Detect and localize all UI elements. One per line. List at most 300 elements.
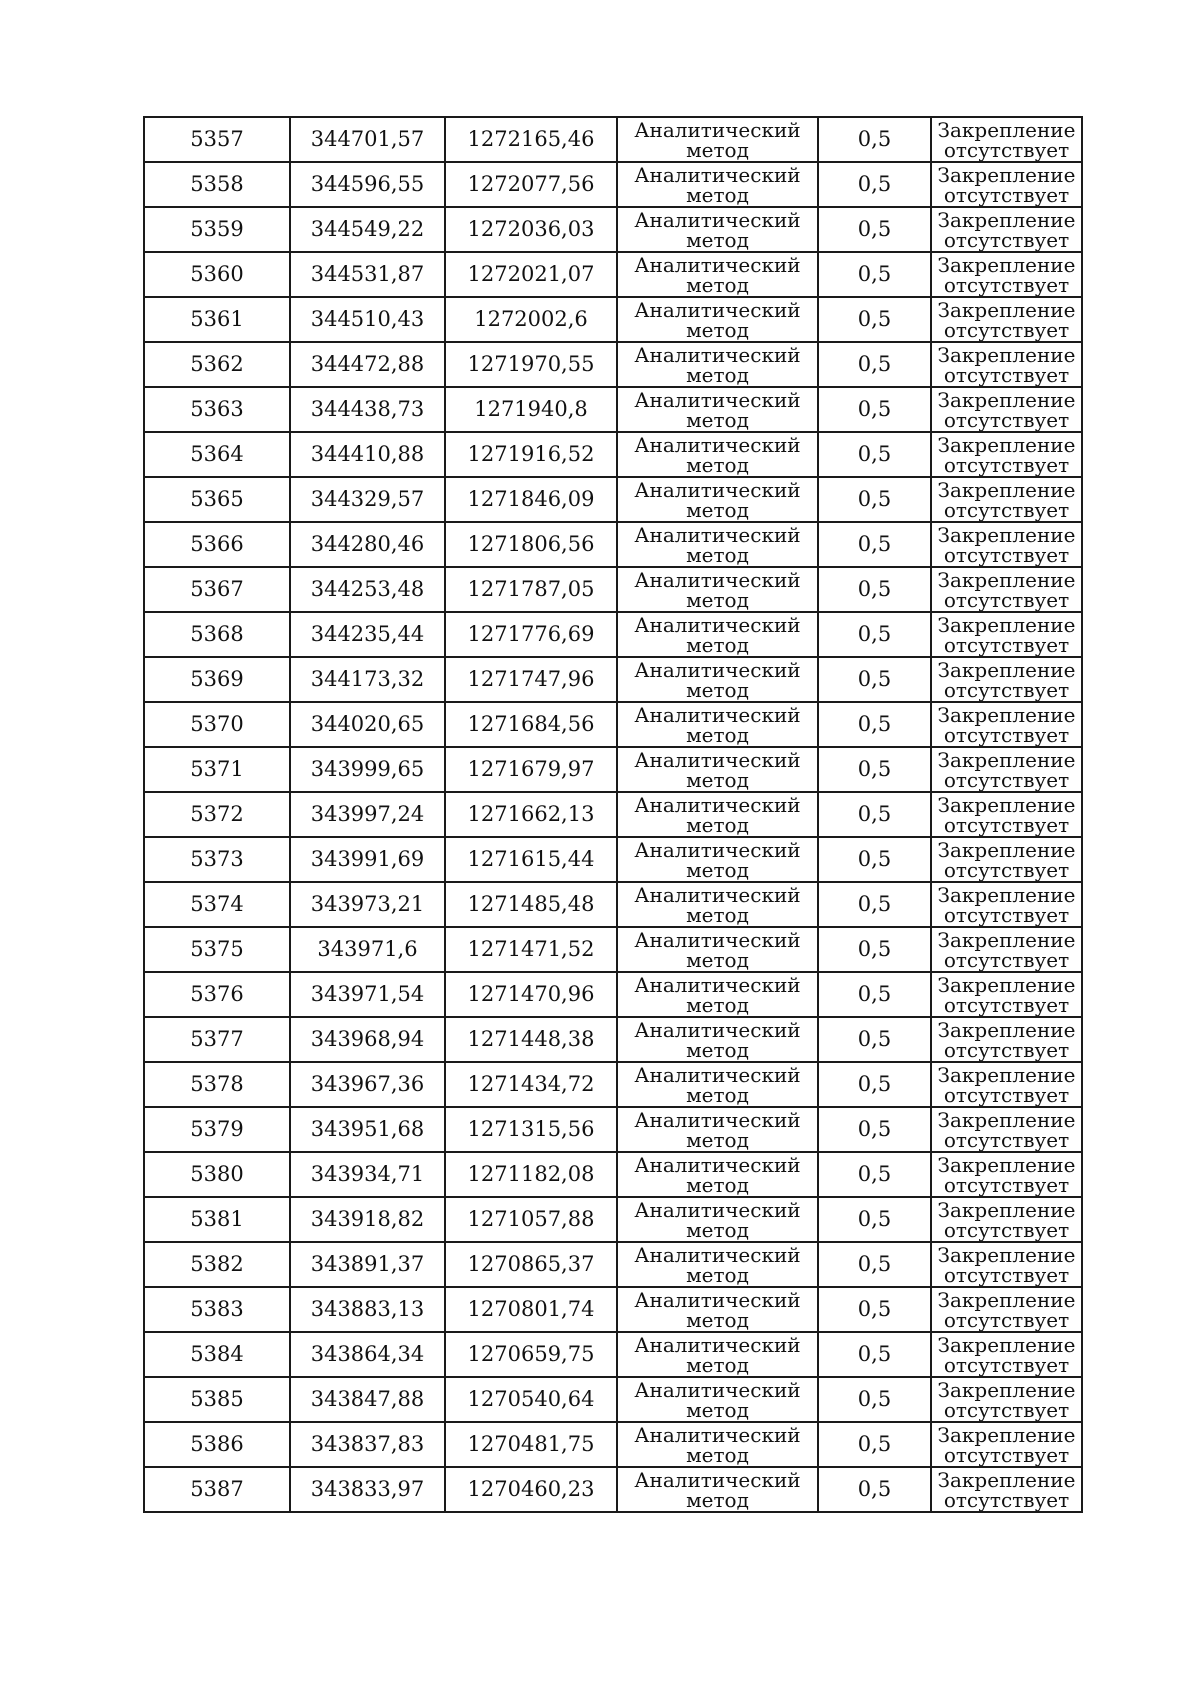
coordinate-y-cell: 1271182,08 bbox=[445, 1152, 617, 1197]
fixation-text-line: Закрепление bbox=[937, 162, 1076, 187]
point-number-cell: 5368 bbox=[144, 612, 290, 657]
fixation-text-line: Закрепление bbox=[937, 1152, 1076, 1177]
accuracy-cell: 0,5 bbox=[818, 117, 931, 162]
coordinate-x-cell: 344438,73 bbox=[290, 387, 445, 432]
coordinate-x-cell: 343967,36 bbox=[290, 1062, 445, 1107]
coordinate-x-cell: 343918,82 bbox=[290, 1197, 445, 1242]
point-number-cell: 5374 bbox=[144, 882, 290, 927]
fixation-text-line: отсутствует bbox=[943, 1352, 1070, 1377]
table-row bbox=[144, 1107, 1082, 1152]
method-text-line: Аналитический bbox=[634, 1152, 801, 1177]
table-row bbox=[144, 1332, 1082, 1377]
coordinate-y-cell: 1271776,69 bbox=[445, 612, 617, 657]
method-text-line: Аналитический bbox=[634, 702, 801, 727]
coordinate-y-cell: 1271916,52 bbox=[445, 432, 617, 477]
point-number-cell: 5371 bbox=[144, 747, 290, 792]
method-text-line: метод bbox=[686, 452, 749, 477]
coordinate-x-cell: 343833,97 bbox=[290, 1467, 445, 1512]
method-text-line: метод bbox=[686, 677, 749, 702]
fixation-cell bbox=[931, 1287, 1082, 1332]
method-text-line: Аналитический bbox=[634, 972, 801, 997]
coordinate-y-cell: 1271846,09 bbox=[445, 477, 617, 522]
coordinate-x-cell: 343971,6 bbox=[290, 927, 445, 972]
fixation-text-line: отсутствует bbox=[943, 317, 1070, 342]
table-row bbox=[144, 972, 1082, 1017]
method-text-line: Аналитический bbox=[634, 1287, 801, 1312]
method-text-line: Аналитический bbox=[634, 612, 801, 637]
coordinate-x-cell: 343837,83 bbox=[290, 1422, 445, 1467]
method-cell bbox=[617, 342, 818, 387]
coordinate-y-cell: 1271434,72 bbox=[445, 1062, 617, 1107]
fixation-text-line: отсутствует bbox=[943, 1397, 1070, 1422]
fixation-cell bbox=[931, 477, 1082, 522]
coordinate-y-cell: 1271615,44 bbox=[445, 837, 617, 882]
accuracy-cell: 0,5 bbox=[818, 927, 931, 972]
fixation-text-line: отсутствует bbox=[943, 992, 1070, 1017]
point-number-cell: 5377 bbox=[144, 1017, 290, 1062]
fixation-text-line: Закрепление bbox=[937, 297, 1076, 322]
fixation-text-line: Закрепление bbox=[937, 1332, 1076, 1357]
point-number-cell: 5382 bbox=[144, 1242, 290, 1287]
method-cell bbox=[617, 1422, 818, 1467]
fixation-cell bbox=[931, 297, 1082, 342]
point-number-cell: 5379 bbox=[144, 1107, 290, 1152]
method-text-line: метод bbox=[686, 1037, 749, 1062]
accuracy-cell: 0,5 bbox=[818, 1287, 931, 1332]
table-row bbox=[144, 117, 1082, 162]
coordinate-y-cell: 1270659,75 bbox=[445, 1332, 617, 1377]
coordinate-x-cell: 344020,65 bbox=[290, 702, 445, 747]
coordinate-x-cell: 344701,57 bbox=[290, 117, 445, 162]
point-number-cell: 5386 bbox=[144, 1422, 290, 1467]
accuracy-cell: 0,5 bbox=[818, 612, 931, 657]
method-text-line: Аналитический bbox=[634, 252, 801, 277]
accuracy-cell: 0,5 bbox=[818, 1422, 931, 1467]
method-cell bbox=[617, 1107, 818, 1152]
coordinate-y-cell: 1272002,6 bbox=[445, 297, 617, 342]
coordinate-y-cell: 1271470,96 bbox=[445, 972, 617, 1017]
table-row bbox=[144, 792, 1082, 837]
method-text-line: Аналитический bbox=[634, 1107, 801, 1132]
method-cell bbox=[617, 1332, 818, 1377]
point-number-cell: 5383 bbox=[144, 1287, 290, 1332]
fixation-cell bbox=[931, 837, 1082, 882]
fixation-text-line: отсутствует bbox=[943, 542, 1070, 567]
fixation-cell bbox=[931, 972, 1082, 1017]
point-number-cell: 5380 bbox=[144, 1152, 290, 1197]
fixation-text-line: Закрепление bbox=[937, 567, 1076, 592]
fixation-text-line: Закрепление bbox=[937, 882, 1076, 907]
method-text-line: метод bbox=[686, 137, 749, 162]
method-text-line: Аналитический bbox=[634, 837, 801, 862]
method-cell bbox=[617, 927, 818, 972]
fixation-text-line: Закрепление bbox=[937, 837, 1076, 862]
fixation-text-line: отсутствует bbox=[943, 407, 1070, 432]
accuracy-cell: 0,5 bbox=[818, 1332, 931, 1377]
method-text-line: Аналитический bbox=[634, 1017, 801, 1042]
method-text-line: метод bbox=[686, 992, 749, 1017]
method-cell bbox=[617, 1197, 818, 1242]
fixation-text-line: Закрепление bbox=[937, 522, 1076, 547]
fixation-text-line: Закрепление bbox=[937, 342, 1076, 367]
fixation-text-line: отсутствует bbox=[943, 1307, 1070, 1332]
method-cell bbox=[617, 117, 818, 162]
fixation-cell bbox=[931, 1467, 1082, 1512]
fixation-cell bbox=[931, 612, 1082, 657]
method-text-line: Аналитический bbox=[634, 477, 801, 502]
fixation-cell bbox=[931, 927, 1082, 972]
point-number-cell: 5370 bbox=[144, 702, 290, 747]
coordinate-x-cell: 344596,55 bbox=[290, 162, 445, 207]
fixation-cell bbox=[931, 657, 1082, 702]
coordinate-x-cell: 344531,87 bbox=[290, 252, 445, 297]
point-number-cell: 5375 bbox=[144, 927, 290, 972]
accuracy-cell: 0,5 bbox=[818, 1062, 931, 1107]
accuracy-cell: 0,5 bbox=[818, 972, 931, 1017]
coordinate-x-cell: 343883,13 bbox=[290, 1287, 445, 1332]
table-row bbox=[144, 1467, 1082, 1512]
method-text-line: Аналитический bbox=[634, 1197, 801, 1222]
fixation-text-line: отсутствует bbox=[943, 902, 1070, 927]
table-row bbox=[144, 657, 1082, 702]
coordinate-y-cell: 1272165,46 bbox=[445, 117, 617, 162]
method-text-line: метод bbox=[686, 362, 749, 387]
fixation-text-line: Закрепление bbox=[937, 252, 1076, 277]
method-text-line: метод bbox=[686, 1487, 749, 1512]
point-number-cell: 5378 bbox=[144, 1062, 290, 1107]
fixation-text-line: отсутствует bbox=[943, 677, 1070, 702]
table-row bbox=[144, 1152, 1082, 1197]
point-number-cell: 5361 bbox=[144, 297, 290, 342]
method-cell bbox=[617, 1287, 818, 1332]
table-row bbox=[144, 1017, 1082, 1062]
method-cell bbox=[617, 387, 818, 432]
method-text-line: метод bbox=[686, 1397, 749, 1422]
fixation-cell bbox=[931, 702, 1082, 747]
method-text-line: Аналитический bbox=[634, 747, 801, 772]
accuracy-cell: 0,5 bbox=[818, 477, 931, 522]
method-cell bbox=[617, 522, 818, 567]
point-number-cell: 5359 bbox=[144, 207, 290, 252]
method-text-line: метод bbox=[686, 722, 749, 747]
accuracy-cell: 0,5 bbox=[818, 1152, 931, 1197]
table-row bbox=[144, 162, 1082, 207]
fixation-text-line: отсутствует bbox=[943, 857, 1070, 882]
coordinate-y-cell: 1271662,13 bbox=[445, 792, 617, 837]
fixation-text-line: отсутствует bbox=[943, 1262, 1070, 1287]
fixation-text-line: отсутствует bbox=[943, 587, 1070, 612]
table-row bbox=[144, 1287, 1082, 1332]
method-cell bbox=[617, 747, 818, 792]
fixation-text-line: отсутствует bbox=[943, 1037, 1070, 1062]
fixation-cell bbox=[931, 747, 1082, 792]
method-text-line: Аналитический bbox=[634, 882, 801, 907]
method-text-line: метод bbox=[686, 317, 749, 342]
coordinate-y-cell: 1271787,05 bbox=[445, 567, 617, 612]
fixation-cell bbox=[931, 1152, 1082, 1197]
point-number-cell: 5384 bbox=[144, 1332, 290, 1377]
coordinate-x-cell: 344173,32 bbox=[290, 657, 445, 702]
table-row bbox=[144, 522, 1082, 567]
table-row bbox=[144, 1197, 1082, 1242]
accuracy-cell: 0,5 bbox=[818, 252, 931, 297]
accuracy-cell: 0,5 bbox=[818, 1242, 931, 1287]
coordinate-x-cell: 343891,37 bbox=[290, 1242, 445, 1287]
coordinate-y-cell: 1271747,96 bbox=[445, 657, 617, 702]
fixation-text-line: отсутствует bbox=[943, 227, 1070, 252]
fixation-text-line: отсутствует bbox=[943, 452, 1070, 477]
coordinate-x-cell: 343997,24 bbox=[290, 792, 445, 837]
fixation-cell bbox=[931, 792, 1082, 837]
method-text-line: Аналитический bbox=[634, 567, 801, 592]
method-text-line: Аналитический bbox=[634, 522, 801, 547]
accuracy-cell: 0,5 bbox=[818, 342, 931, 387]
method-text-line: Аналитический bbox=[634, 207, 801, 232]
fixation-text-line: отсутствует bbox=[943, 1217, 1070, 1242]
accuracy-cell: 0,5 bbox=[818, 1467, 931, 1512]
table-row bbox=[144, 882, 1082, 927]
method-text-line: метод bbox=[686, 1352, 749, 1377]
point-number-cell: 5363 bbox=[144, 387, 290, 432]
coordinate-y-cell: 1270460,23 bbox=[445, 1467, 617, 1512]
coordinate-y-cell: 1271970,55 bbox=[445, 342, 617, 387]
accuracy-cell: 0,5 bbox=[818, 387, 931, 432]
fixation-text-line: отсутствует bbox=[943, 947, 1070, 972]
point-number-cell: 5376 bbox=[144, 972, 290, 1017]
accuracy-cell: 0,5 bbox=[818, 657, 931, 702]
coordinate-y-cell: 1272036,03 bbox=[445, 207, 617, 252]
point-number-cell: 5365 bbox=[144, 477, 290, 522]
coordinate-x-cell: 344510,43 bbox=[290, 297, 445, 342]
fixation-text-line: отсутствует bbox=[943, 1082, 1070, 1107]
method-cell bbox=[617, 1062, 818, 1107]
method-cell bbox=[617, 1377, 818, 1422]
method-text-line: метод bbox=[686, 812, 749, 837]
fixation-text-line: отсутствует bbox=[943, 1127, 1070, 1152]
table-row bbox=[144, 477, 1082, 522]
point-number-cell: 5360 bbox=[144, 252, 290, 297]
method-text-line: Аналитический bbox=[634, 1467, 801, 1492]
table-row bbox=[144, 207, 1082, 252]
fixation-text-line: отсутствует bbox=[943, 137, 1070, 162]
coordinate-x-cell: 343971,54 bbox=[290, 972, 445, 1017]
fixation-text-line: Закрепление bbox=[937, 1467, 1076, 1492]
fixation-cell bbox=[931, 1242, 1082, 1287]
coordinate-x-cell: 344410,88 bbox=[290, 432, 445, 477]
fixation-text-line: отсутствует bbox=[943, 362, 1070, 387]
method-text-line: Аналитический bbox=[634, 297, 801, 322]
fixation-cell bbox=[931, 117, 1082, 162]
fixation-cell bbox=[931, 1107, 1082, 1152]
method-text-line: метод bbox=[686, 632, 749, 657]
accuracy-cell: 0,5 bbox=[818, 792, 931, 837]
point-number-cell: 5367 bbox=[144, 567, 290, 612]
point-number-cell: 5357 bbox=[144, 117, 290, 162]
method-text-line: метод bbox=[686, 182, 749, 207]
fixation-text-line: отсутствует bbox=[943, 1487, 1070, 1512]
point-number-cell: 5364 bbox=[144, 432, 290, 477]
point-number-cell: 5387 bbox=[144, 1467, 290, 1512]
fixation-text-line: Закрепление bbox=[937, 117, 1076, 142]
method-text-line: метод bbox=[686, 542, 749, 567]
coordinate-y-cell: 1271315,56 bbox=[445, 1107, 617, 1152]
fixation-cell bbox=[931, 882, 1082, 927]
table-row bbox=[144, 927, 1082, 972]
table-row bbox=[144, 612, 1082, 657]
table-row bbox=[144, 567, 1082, 612]
method-cell bbox=[617, 837, 818, 882]
fixation-text-line: отсутствует bbox=[943, 182, 1070, 207]
table-row bbox=[144, 702, 1082, 747]
table-row bbox=[144, 1242, 1082, 1287]
point-number-cell: 5373 bbox=[144, 837, 290, 882]
point-number-cell: 5369 bbox=[144, 657, 290, 702]
table-row bbox=[144, 837, 1082, 882]
table-row bbox=[144, 342, 1082, 387]
point-number-cell: 5385 bbox=[144, 1377, 290, 1422]
method-text-line: метод bbox=[686, 1307, 749, 1332]
table-row bbox=[144, 297, 1082, 342]
method-cell bbox=[617, 207, 818, 252]
coordinates-table bbox=[143, 116, 1083, 1513]
coordinate-x-cell: 344253,48 bbox=[290, 567, 445, 612]
method-text-line: метод bbox=[686, 1442, 749, 1467]
method-text-line: Аналитический bbox=[634, 792, 801, 817]
accuracy-cell: 0,5 bbox=[818, 522, 931, 567]
method-text-line: Аналитический bbox=[634, 432, 801, 457]
table-row bbox=[144, 1422, 1082, 1467]
method-text-line: Аналитический bbox=[634, 657, 801, 682]
fixation-text-line: отсутствует bbox=[943, 722, 1070, 747]
table-row bbox=[144, 1377, 1082, 1422]
fixation-text-line: Закрепление bbox=[937, 1287, 1076, 1312]
coordinate-y-cell: 1270801,74 bbox=[445, 1287, 617, 1332]
fixation-text-line: Закрепление bbox=[937, 1017, 1076, 1042]
method-cell bbox=[617, 1152, 818, 1197]
method-text-line: Аналитический bbox=[634, 1332, 801, 1357]
fixation-text-line: отсутствует bbox=[943, 1442, 1070, 1467]
method-cell bbox=[617, 702, 818, 747]
method-text-line: метод bbox=[686, 497, 749, 522]
fixation-cell bbox=[931, 162, 1082, 207]
method-cell bbox=[617, 252, 818, 297]
method-text-line: метод bbox=[686, 407, 749, 432]
fixation-text-line: Закрепление bbox=[937, 747, 1076, 772]
point-number-cell: 5358 bbox=[144, 162, 290, 207]
fixation-text-line: Закрепление bbox=[937, 612, 1076, 637]
fixation-cell bbox=[931, 1422, 1082, 1467]
coordinate-x-cell: 343951,68 bbox=[290, 1107, 445, 1152]
fixation-text-line: Закрепление bbox=[937, 1107, 1076, 1132]
coordinate-y-cell: 1271471,52 bbox=[445, 927, 617, 972]
accuracy-cell: 0,5 bbox=[818, 1377, 931, 1422]
fixation-cell bbox=[931, 207, 1082, 252]
fixation-cell bbox=[931, 252, 1082, 297]
method-text-line: метод bbox=[686, 272, 749, 297]
accuracy-cell: 0,5 bbox=[818, 432, 931, 477]
fixation-text-line: Закрепление bbox=[937, 702, 1076, 727]
method-text-line: Аналитический bbox=[634, 1377, 801, 1402]
method-text-line: метод bbox=[686, 227, 749, 252]
point-number-cell: 5366 bbox=[144, 522, 290, 567]
accuracy-cell: 0,5 bbox=[818, 567, 931, 612]
coordinate-x-cell: 343968,94 bbox=[290, 1017, 445, 1062]
coordinate-x-cell: 343999,65 bbox=[290, 747, 445, 792]
coordinate-y-cell: 1270865,37 bbox=[445, 1242, 617, 1287]
accuracy-cell: 0,5 bbox=[818, 882, 931, 927]
fixation-text-line: Закрепление bbox=[937, 927, 1076, 952]
method-text-line: метод bbox=[686, 587, 749, 612]
fixation-text-line: Закрепление bbox=[937, 1377, 1076, 1402]
method-text-line: метод bbox=[686, 1127, 749, 1152]
coordinate-x-cell: 343864,34 bbox=[290, 1332, 445, 1377]
fixation-text-line: Закрепление bbox=[937, 207, 1076, 232]
fixation-cell bbox=[931, 1062, 1082, 1107]
fixation-cell bbox=[931, 567, 1082, 612]
table-row bbox=[144, 387, 1082, 432]
coordinate-y-cell: 1271806,56 bbox=[445, 522, 617, 567]
table-row bbox=[144, 1062, 1082, 1107]
method-cell bbox=[617, 1467, 818, 1512]
accuracy-cell: 0,5 bbox=[818, 1017, 931, 1062]
fixation-text-line: Закрепление bbox=[937, 477, 1076, 502]
method-cell bbox=[617, 567, 818, 612]
method-cell bbox=[617, 1017, 818, 1062]
fixation-text-line: Закрепление bbox=[937, 1062, 1076, 1087]
method-cell bbox=[617, 162, 818, 207]
fixation-cell bbox=[931, 387, 1082, 432]
method-text-line: Аналитический bbox=[634, 387, 801, 412]
coordinate-x-cell: 344235,44 bbox=[290, 612, 445, 657]
coordinate-y-cell: 1271679,97 bbox=[445, 747, 617, 792]
coordinate-y-cell: 1271057,88 bbox=[445, 1197, 617, 1242]
fixation-text-line: отсутствует bbox=[943, 767, 1070, 792]
accuracy-cell: 0,5 bbox=[818, 702, 931, 747]
coordinate-y-cell: 1271940,8 bbox=[445, 387, 617, 432]
coordinate-x-cell: 343991,69 bbox=[290, 837, 445, 882]
coordinate-x-cell: 344280,46 bbox=[290, 522, 445, 567]
method-cell bbox=[617, 297, 818, 342]
fixation-text-line: отсутствует bbox=[943, 812, 1070, 837]
fixation-text-line: отсутствует bbox=[943, 1172, 1070, 1197]
method-text-line: метод bbox=[686, 857, 749, 882]
coordinate-y-cell: 1271684,56 bbox=[445, 702, 617, 747]
accuracy-cell: 0,5 bbox=[818, 297, 931, 342]
method-text-line: метод bbox=[686, 902, 749, 927]
fixation-text-line: Закрепление bbox=[937, 1197, 1076, 1222]
method-cell bbox=[617, 882, 818, 927]
table-body bbox=[144, 117, 1082, 1512]
fixation-cell bbox=[931, 1197, 1082, 1242]
method-text-line: Аналитический bbox=[634, 1422, 801, 1447]
coordinate-y-cell: 1270540,64 bbox=[445, 1377, 617, 1422]
method-cell bbox=[617, 972, 818, 1017]
fixation-cell bbox=[931, 1017, 1082, 1062]
fixation-text-line: Закрепление bbox=[937, 972, 1076, 997]
method-text-line: Аналитический bbox=[634, 927, 801, 952]
method-cell bbox=[617, 792, 818, 837]
method-text-line: метод bbox=[686, 947, 749, 972]
fixation-text-line: Закрепление bbox=[937, 1422, 1076, 1447]
method-text-line: метод bbox=[686, 767, 749, 792]
accuracy-cell: 0,5 bbox=[818, 747, 931, 792]
coordinate-y-cell: 1271485,48 bbox=[445, 882, 617, 927]
fixation-text-line: Закрепление bbox=[937, 792, 1076, 817]
coordinate-x-cell: 343847,88 bbox=[290, 1377, 445, 1422]
coordinate-x-cell: 343973,21 bbox=[290, 882, 445, 927]
method-text-line: Аналитический bbox=[634, 1242, 801, 1267]
fixation-text-line: Закрепление bbox=[937, 1242, 1076, 1267]
